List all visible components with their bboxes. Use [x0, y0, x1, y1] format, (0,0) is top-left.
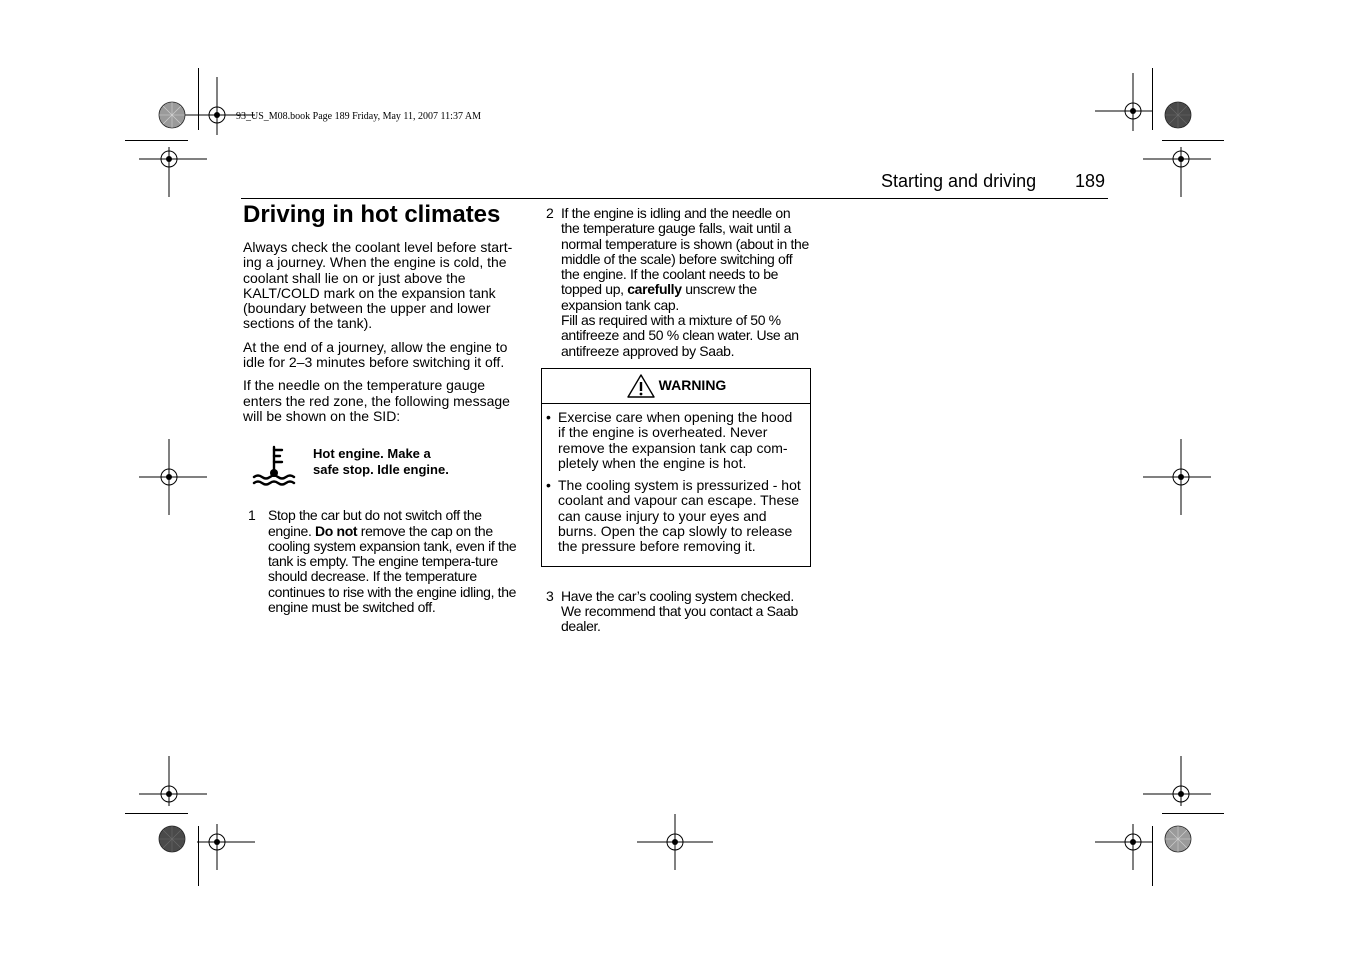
coolant-temperature-icon	[251, 444, 297, 486]
page-number: 189	[1075, 171, 1106, 191]
step-1	[243, 508, 519, 615]
step-text-part: remove the cap on the cooling system expansion tank, even if the tank is empty. The engine tempera-ture should decrease. If the temperature continues to rise with the engine idling, the engine must be switched off.	[268, 522, 517, 616]
warning-header	[542, 369, 810, 404]
printer-info-line: 93_US_M08.book Page 189 Friday, May 11, 2007 11:37 AM	[236, 111, 481, 122]
step-text-bold: carefully	[627, 281, 682, 298]
right-column	[541, 206, 811, 635]
sid-message-block	[251, 444, 519, 486]
bullet-marker: •	[546, 408, 551, 425]
paragraph-idle: At the end of a journey, allow the engine to idle for 2–3 minutes before switching it off.	[243, 338, 508, 371]
warning-body	[542, 404, 810, 566]
left-column	[243, 240, 519, 615]
section-heading: Starting and driving	[881, 171, 1037, 191]
bullet-marker: •	[546, 477, 551, 494]
warning-bullet	[546, 410, 802, 471]
step-3	[541, 589, 811, 635]
step-number: 3	[546, 587, 554, 604]
warning-label: WARNING	[658, 377, 727, 394]
sid-message-line-2: safe stop. Idle engine.	[313, 461, 449, 477]
warning-triangle-icon	[626, 373, 656, 399]
warning-bullet	[546, 478, 802, 554]
step-2	[541, 206, 811, 359]
sid-message	[313, 446, 449, 477]
step-text-fill: Fill as required with a mixture of 50 % antifreeze and 50 % clean water. Use an antifreeze approved by Saab.	[561, 312, 799, 359]
paragraph-coolant-check: Always check the coolant level before start-ing a journey. When the engine is cold, the coolant shall lie on or just above the KALT/COLD mark on the expansion tank (boundary between the upper and lower sections of the tank).	[243, 239, 513, 332]
step-number: 2	[546, 205, 554, 221]
step-text-part: Stop the car but do not switch off the engine.	[268, 507, 482, 539]
paragraph-needle: If the needle on the temperature gauge enters the red zone, the following message will be shown on the SID:	[243, 377, 510, 424]
step-text-part: If the engine is idling and the needle on the temperature gauge falls, wait until a normal temperature is shown (about in the middle of the scale) before switching off the engine. If the coolant needs to be topped up,	[561, 205, 809, 298]
warning-bullet-text: The cooling system is pressurized - hot coolant and vapour can escape. These can cause injury to your eyes and burns. Open the cap slowly to release the pressure before removing it.	[558, 477, 801, 555]
sid-message-line-1: Hot engine. Make a	[313, 446, 431, 462]
header-rule	[241, 198, 1108, 199]
step-text-part: unscrew the expansion tank cap.	[561, 281, 757, 313]
step-number: 1	[248, 507, 256, 524]
page-title: Driving in hot climates	[243, 201, 501, 228]
step-text-bold: Do not	[315, 522, 358, 539]
warning-bullet-text: Exercise care when opening the hood if the engine is overheated. Never remove the expansion tank cap com-pletely when the engine is hot.	[558, 408, 793, 471]
step-text	[268, 508, 519, 615]
step-text	[561, 206, 811, 359]
warning-box	[541, 368, 811, 567]
step-text: Have the car’s cooling system checked. We recommend that you contact a Saab dealer.	[561, 587, 798, 635]
